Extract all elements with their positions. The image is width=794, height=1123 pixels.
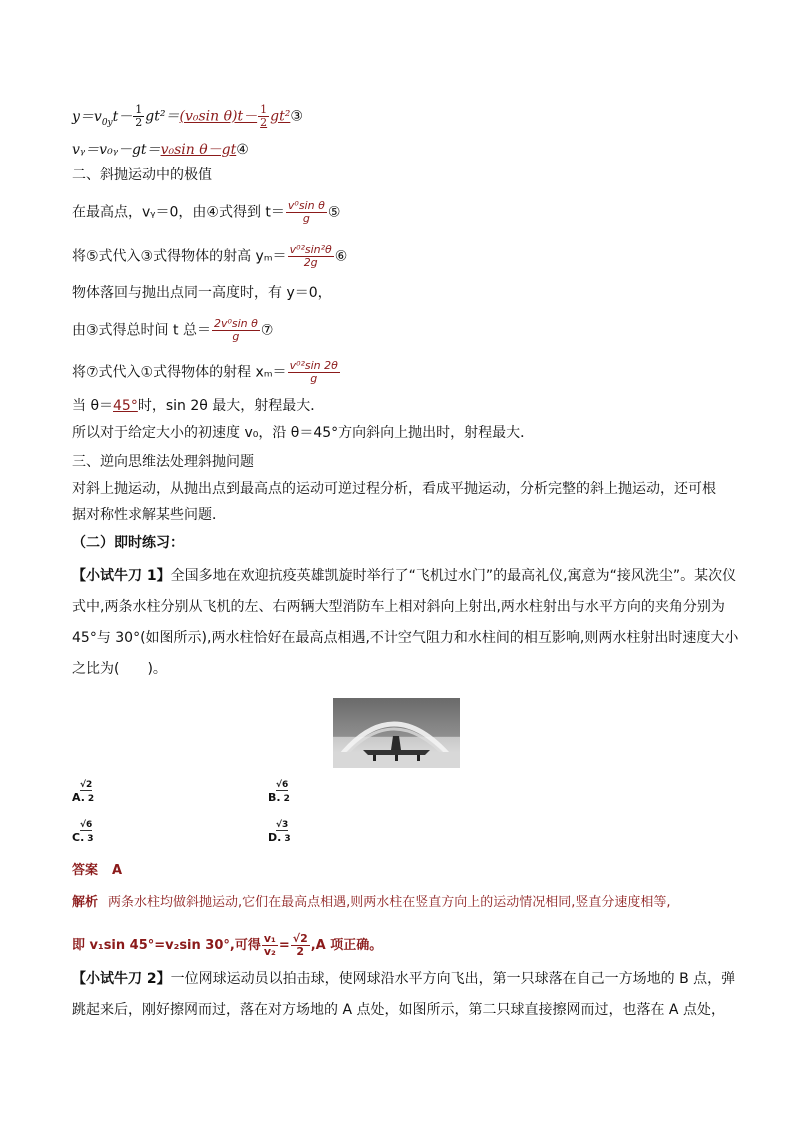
line-max-1: 当 θ＝45°时，sin 2θ 最大，射程最大． — [72, 398, 325, 414]
line-top-point: 在最高点，vᵧ＝0，由④式得到 t＝ $\frac{\text{v⁰sin θ}}{g}$ ⑤ — [72, 199, 341, 225]
option-d[interactable]: √3 D. 3 — [268, 820, 291, 844]
analysis-line-2: 即 v₁sin 45°=v₂sin 30°,可得 $\frac{\text{v₁}}{\text{v₂}}$ = $\frac{√2}{2}$ ,A 项正确。 — [72, 932, 383, 958]
question-2-label: 【小试牛刀 2】 — [72, 971, 171, 987]
section-heading-3: 三、逆向思维法处理斜抛问题 — [72, 454, 254, 470]
question-2: 【小试牛刀 2】一位网球运动员以拍击球，使网球沿水平方向飞出，第一只球落在自己一方场地的 B 点，弹 跳起来后，刚好擦网而过，落在对方场地的 A 点处，如图所示，第二只球直接擦网而过，也落在 A 点处， — [72, 971, 736, 1018]
analysis-line-1: 解析 两条水柱均做斜抛运动,它们在最高点相遇,则两水柱在竖直方向上的运动情况相同,竖直分速度相等, — [72, 895, 671, 910]
section-heading-2: 二、斜抛运动中的极值 — [72, 167, 212, 183]
line-landing: 物体落回与抛出点同一高度时，有 y＝0， — [72, 285, 332, 301]
answer-value: A — [112, 863, 123, 878]
option-b[interactable]: √6 B. 2 — [268, 780, 290, 804]
equation-4: vᵧ＝v₀ᵧ－gt＝v₀sin θ－gt④ — [72, 142, 249, 158]
question-1-label: 【小试牛刀 1】 — [72, 568, 171, 584]
line-max-2: 所以对于给定大小的初速度 v₀，沿 θ＝45°方向斜向上抛出时，射程最大． — [72, 425, 535, 441]
paragraph-3-line-1: 对斜上抛运动，从抛出点到最高点的运动可逆过程分析，看成平抛运动，分析完整的斜上抛运动，还可根 — [72, 481, 716, 497]
option-c[interactable]: √6 C. 3 — [72, 820, 94, 844]
line-range: 将⑦式代入①式得物体的射程 xₘ＝ $\frac{\text{v⁰²sin 2θ}}{g}$ — [72, 359, 338, 385]
water-arch-image — [333, 698, 460, 768]
line-height: 将⑤式代入③式得物体的射高 yₘ＝ $\frac{\text{v⁰²sin²θ}}{2g}$ ⑥ — [72, 243, 348, 269]
answer-label: 答案 — [72, 863, 99, 878]
practice-heading: （二）即时练习： — [72, 535, 184, 551]
analysis-label: 解析 — [72, 895, 99, 910]
question-1: 【小试牛刀 1】全国多地在欢迎抗疫英雄凯旋时举行了“飞机过水门”的最高礼仪,寓意为“接风洗尘”。某次仪 式中,两条水柱分别从飞机的左、右两辆大型消防车上相对斜向上射出,两水柱射出与水平方向的夹角分别为 45°与 30°(如图所示),两水柱恰好在最高点相遇,不计空气阻力和水柱间的相互影响,则两水柱射出时速度大小 之比为( )。 — [72, 568, 739, 677]
option-a[interactable]: √2 A. 2 — [72, 780, 95, 804]
figure-plane-water-arch — [333, 698, 460, 768]
paragraph-3-line-2: 据对称性求解某些问题． — [72, 507, 226, 523]
equation-3: $y=v_{0y}t-$ $\frac{1}{2}$ gt²＝(v₀sin θ)t－ $\frac{1}{2}$ gt²③ — [72, 103, 303, 129]
answer-line — [72, 861, 122, 881]
line-total-time: 由③式得总时间 t 总＝ $\frac{\text{2v⁰sin θ}}{g}$ ⑦ — [72, 317, 274, 343]
